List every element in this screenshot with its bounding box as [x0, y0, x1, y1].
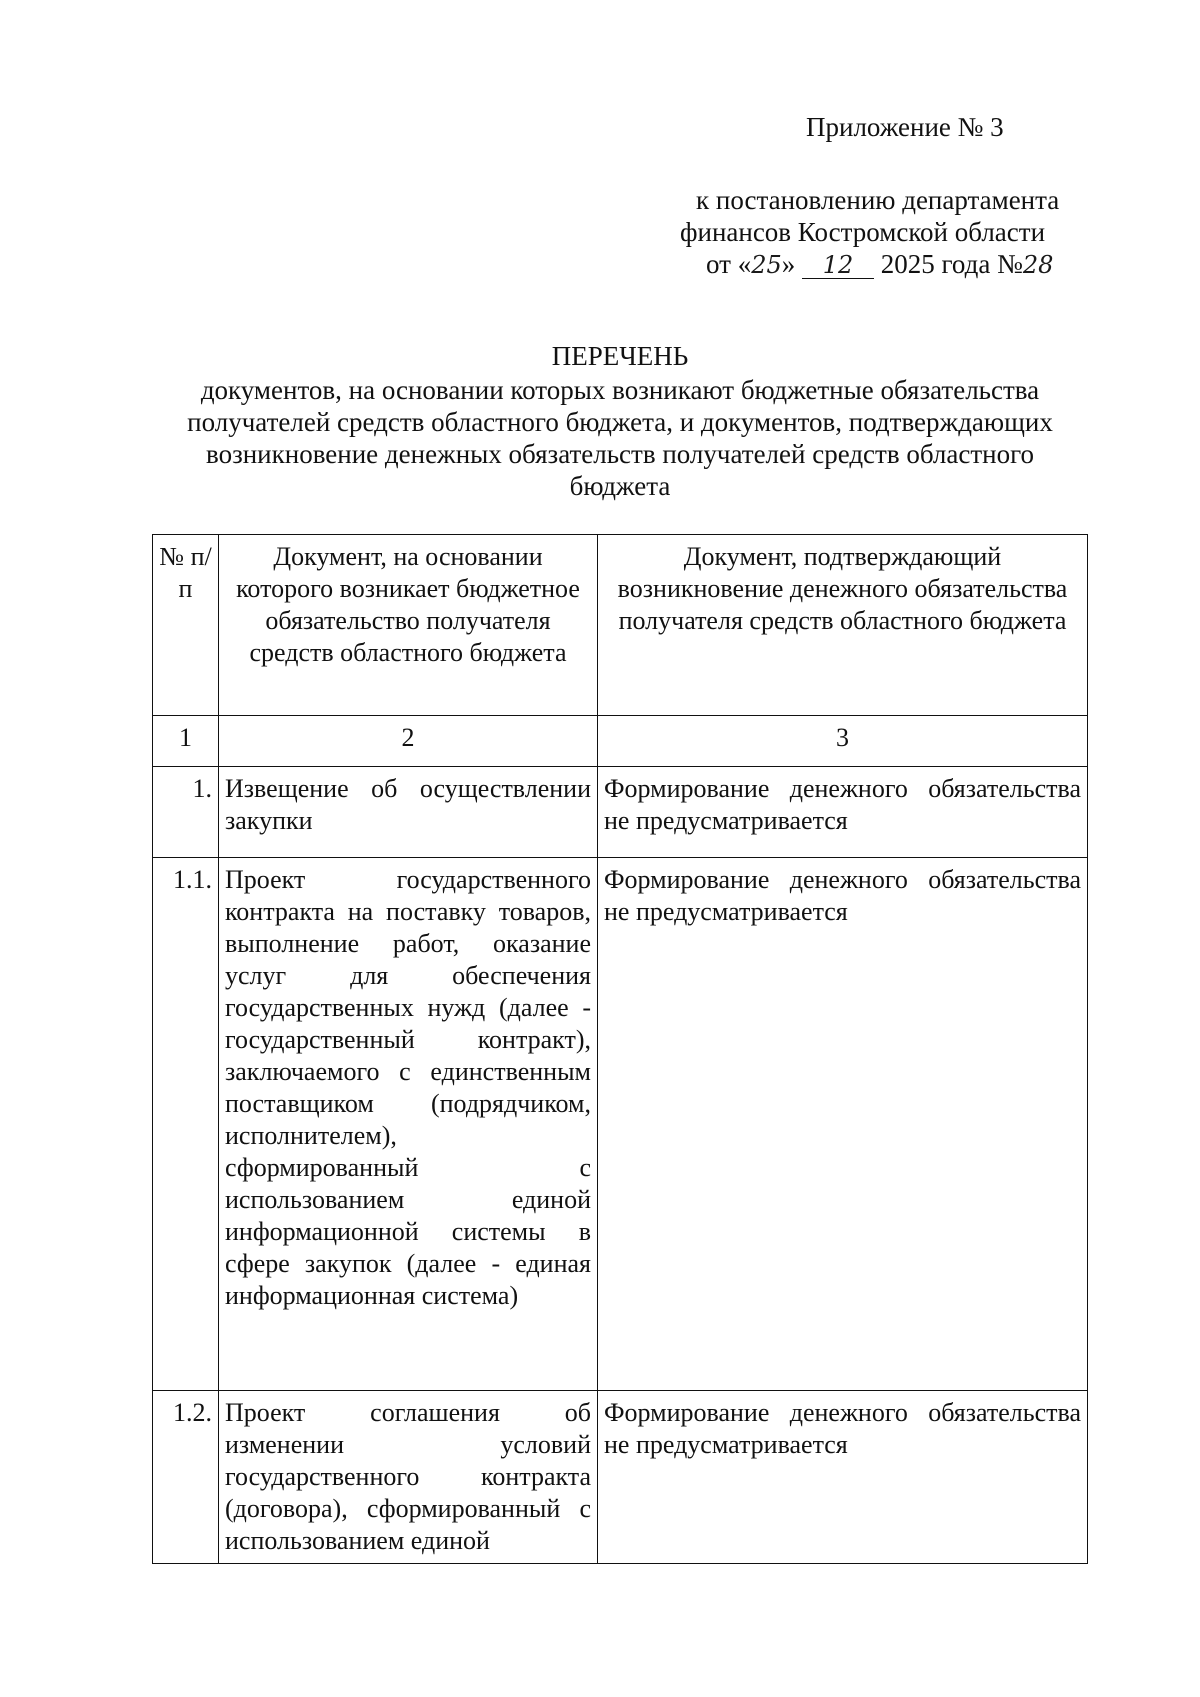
row-number: 1.1.: [153, 858, 219, 1391]
documents-table: [152, 534, 1088, 1564]
title-heading: ПЕРЕЧЕНЬ: [551, 341, 689, 371]
row-confirming-document: Формирование денежного обязательства не предусматривается: [598, 1391, 1088, 1564]
subtitle-line-3: возникновение денежных обязательств получателей средств областного: [206, 439, 1034, 469]
row-basis-document: Проект соглашения об изменении условий государственного контракта (договора), сформированный с использованием единой: [219, 1391, 598, 1564]
decree-line-1: к постановлению департамента: [696, 185, 1060, 215]
appendix-label: Приложение № 3: [806, 112, 1004, 142]
decree-number-handwritten: 28: [1022, 251, 1054, 279]
table-row: [153, 858, 1088, 1391]
date-mid: »: [781, 249, 796, 279]
row-confirming-document: Формирование денежного обязательства не предусматривается: [598, 858, 1088, 1391]
subtitle-line-2: получателей средств областного бюджета, и документов, подтверждающих: [187, 407, 1053, 437]
header-basis-document: Документ, на основании которого возникает бюджетное обязательство получателя средств областного бюджета: [219, 535, 598, 716]
subtitle-line-4: бюджета: [569, 471, 671, 501]
header-confirming-document: Документ, подтверждающий возникновение денежного обязательства получателя средств областного бюджета: [598, 535, 1088, 716]
decree-line-2: финансов Костромской области: [680, 217, 1046, 247]
row-number: 1.2.: [153, 1391, 219, 1564]
document-title: [140, 340, 1100, 502]
subtitle-line-1: документов, на основании которых возникают бюджетные обязательства: [200, 375, 1040, 405]
date-day-handwritten: 25: [751, 251, 782, 279]
date-year: 2025 года №: [880, 249, 1023, 279]
column-number: 3: [598, 716, 1088, 767]
decree-reference: [680, 184, 1100, 281]
row-basis-document: Извещение об осуществлении закупки: [219, 767, 598, 858]
row-number: 1.: [153, 767, 219, 858]
decree-date-line: [680, 248, 1100, 281]
column-number: 1: [153, 716, 219, 767]
table-row: [153, 1391, 1088, 1564]
table-row: [153, 767, 1088, 858]
row-confirming-document: Формирование денежного обязательства не предусматривается: [598, 767, 1088, 858]
column-numbers-row: [153, 716, 1088, 767]
table-header-row: [153, 535, 1088, 716]
date-prefix: от «: [706, 249, 752, 279]
column-number: 2: [219, 716, 598, 767]
row-basis-document: Проект государственного контракта на поставку товаров, выполнение работ, оказание услуг для обеспечения государственных нужд (далее - государственный контракт), заключаемого с единственным поставщиком (подрядчиком, исполнителем), сформированный с использованием единой информационной системы в сфере закупок (далее - единая информационная система): [219, 858, 598, 1391]
date-month-handwritten: 12: [802, 252, 874, 279]
header-number: № п/п: [153, 535, 219, 716]
